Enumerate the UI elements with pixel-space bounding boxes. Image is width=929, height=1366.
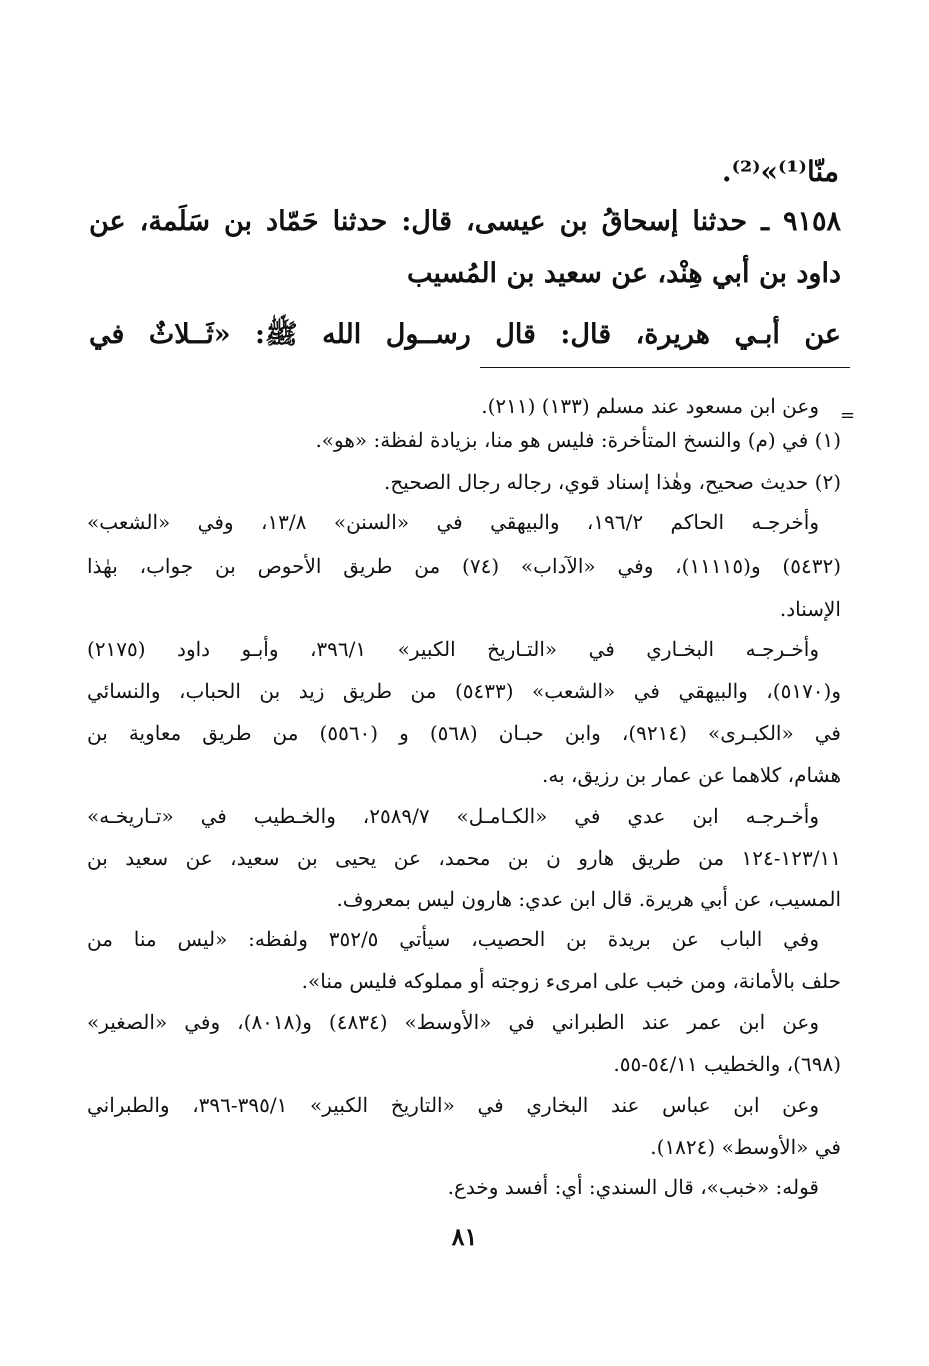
footnote-line: وأخـرجـه البخـاري في «التـاريخ الكبير» ٣٩٦/١، وأبـو داود (٢١٧٥) — [87, 637, 819, 661]
page-number: ٨١ — [451, 1222, 478, 1251]
hadith-line-3: عن أبـي هريرة، قال: قال رســول الله ﷺ: «ثَــلاثٌ في — [89, 319, 841, 350]
footnote-line: وفي الباب عن بريدة بن الحصيب، سيأتي ٣٥٢/٥ ولفظه: «ليس منا من — [87, 927, 820, 951]
footnote-line: (٦٩٨)، والخطيب ٥٤/١١-٥٥. — [613, 1052, 841, 1076]
footnote-line: وعن ابن عباس عند البخاري في «التاريخ الكبير» ٣٩٥/١-٣٩٦، والطبراني — [87, 1093, 819, 1117]
footnote-2: (٢) حديث صحيح، وهٰذا إسناد قوي، رجاله رجال الصحيح. — [384, 470, 841, 494]
footnote-1: (١) في (م) والنسخ المتأخرة: فليس هو منا، بزيادة لفظة: «هو». — [315, 428, 841, 452]
footnote-line: (٥٤٣٢) و(١١١١٥)، وفي «الآداب» (٧٤) من طريق الأحوص بن جواب، بهٰذا — [87, 554, 842, 578]
hadith-line-2: داود بن أبي هِنْد، عن سعيد بن المُسيب — [406, 258, 841, 289]
footnote-line: المسيب، عن أبي هريرة. قال ابن عدي: هارون ليس بمعروف. — [336, 887, 841, 911]
footnote-line: الإسناد. — [779, 597, 841, 621]
footnote-line: وأخرجـه الحاكم ١٩٦/٢، والبيهقي في «السنن» ١٣/٨، وفي «الشعب» — [87, 510, 819, 534]
footnote-line: ١٢٣/١١-١٢٤ من طريق هارو ن بن محمد، عن يحيى بن سعيد، عن سعيد بن — [87, 846, 841, 870]
footnote-line: حلف بالأمانة، ومن خبب على امرىء زوجته أو مملوكه فليس منا». — [301, 969, 841, 993]
footnote-divider — [480, 367, 850, 368]
main-text-carryover: منّا⁽¹⁾»⁽²⁾. — [721, 155, 839, 188]
footnote-line: و(٥١٧٠)، والبيهقي في «الشعب» (٥٤٣٣) من طريق زيد بن الحباب، والنسائي — [87, 679, 842, 703]
footnote-line: قوله: «خبب»، قال السندي: أي: أفسد وخدع. — [447, 1175, 819, 1199]
footnote-line: وأخـرجـه ابن عدي في «الكـامـل» ٢٥٨٩/٧، والخـطيب في «تـاريخـه» — [87, 804, 819, 828]
footnote-line: هشام، كلاهما عن عمار بن رزيق، به. — [542, 763, 841, 787]
footnote-line: وعن ابن مسعود عند مسلم (١٣٣) (٢١١). — [481, 394, 819, 418]
footnote-line: وعن ابن عمر عند الطبراني في «الأوسط» (٤٨٣٤) و(٨٠١٨)، وفي «الصغير» — [87, 1010, 820, 1034]
continuation-mark: = — [840, 405, 856, 426]
footnote-line: في «الكبـرى» (٩٢١٤)، وابن حبـان (٥٦٨) و (٥٥٦٠) من طريق معاوية بن — [87, 721, 841, 745]
hadith-line-1: ٩١٥٨ ـ حدثنا إسحاقُ بن عيسى، قال: حدثنا حَمّاد بن سَلَمة، عن — [89, 206, 841, 237]
footnote-line: في «الأوسط» (١٨٢٤). — [650, 1135, 841, 1159]
